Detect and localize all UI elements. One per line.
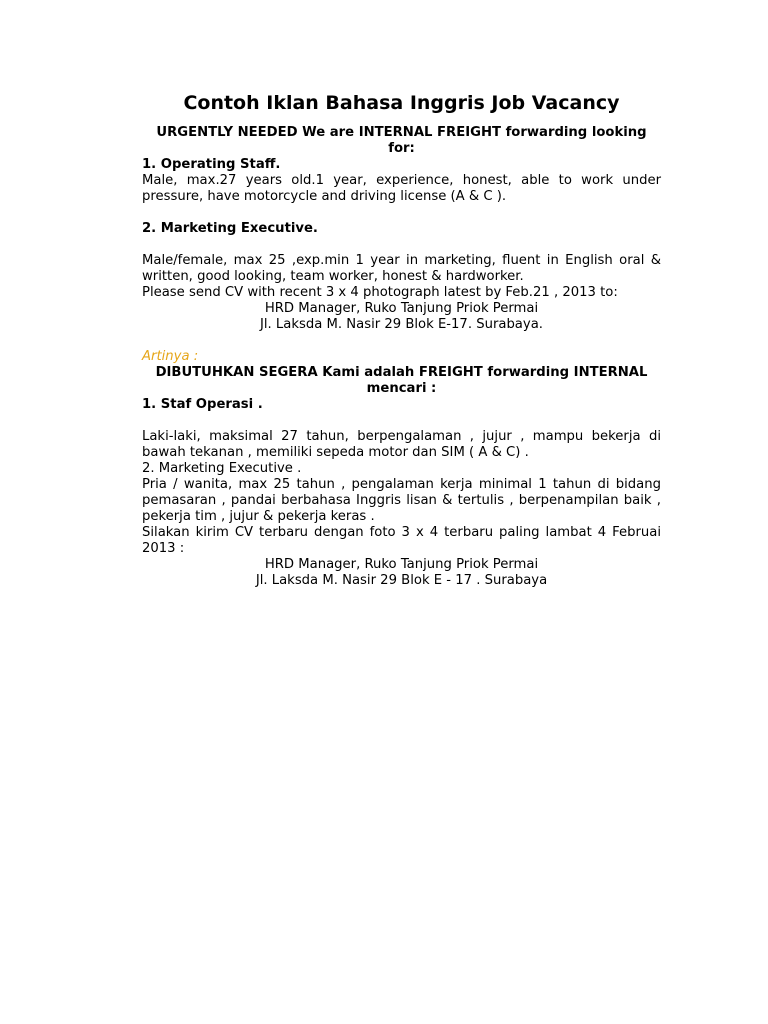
english-address-line-2: Jl. Laksda M. Nasir 29 Blok E-17. Surabaya. xyxy=(260,317,543,332)
english-position-2-heading: 2. Marketing Executive. xyxy=(142,221,318,236)
spacer xyxy=(142,237,661,253)
english-position-2-body: Male/female, max 25 ,exp.min 1 year in marketing, fluent in English oral & written, good looking, team worker, honest & hardworker. xyxy=(142,253,661,284)
english-send-instructions: Please send CV with recent 3 x 4 photograph latest by Feb.21 , 2013 to: xyxy=(142,285,618,300)
indonesian-position-2-body: Pria / wanita, max 25 tahun , pengalaman kerja minimal 1 tahun di bidang pemasaran , pandai berbahasa Inggris lisan & tertulis , berpenampilan baik , pekerja tim , jujur & pekerja keras . xyxy=(142,477,661,524)
spacer xyxy=(142,333,661,349)
english-intro: URGENTLY NEEDED We are INTERNAL FREIGHT forwarding looking for: xyxy=(156,125,647,156)
indonesian-position-2-heading: 2. Marketing Executive . xyxy=(142,461,302,476)
spacer xyxy=(142,205,661,221)
indonesian-address-line-1: HRD Manager, Ruko Tanjung Priok Permai xyxy=(264,557,539,572)
english-address-line-1: HRD Manager, Ruko Tanjung Priok Permai xyxy=(264,301,539,316)
spacer xyxy=(142,413,661,429)
english-position-1-body: Male, max.27 years old.1 year, experience, honest, able to work under pressure, have motorcycle and driving license (A & C ). xyxy=(142,173,661,204)
indonesian-position-1-body: Laki-laki, maksimal 27 tahun, berpengalaman , jujur , mampu bekerja di bawah tekanan , memiliki sepeda motor dan SIM ( A & C) . xyxy=(142,429,661,460)
indonesian-send-instructions: Silakan kirim CV terbaru dengan foto 3 x 4 terbaru paling lambat 4 Februai 2013 : xyxy=(142,525,661,556)
document-page xyxy=(142,92,661,589)
indonesian-intro: DIBUTUHKAN SEGERA Kami adalah FREIGHT forwarding INTERNAL mencari : xyxy=(155,365,648,396)
document-title: Contoh Iklan Bahasa Inggris Job Vacancy xyxy=(183,92,620,114)
indonesian-address-line-2: Jl. Laksda M. Nasir 29 Blok E - 17 . Surabaya xyxy=(255,573,548,588)
indonesian-position-1-heading: 1. Staf Operasi . xyxy=(142,397,263,412)
english-position-1-heading: 1. Operating Staff. xyxy=(142,157,281,172)
translation-label: Artinya : xyxy=(142,349,199,364)
